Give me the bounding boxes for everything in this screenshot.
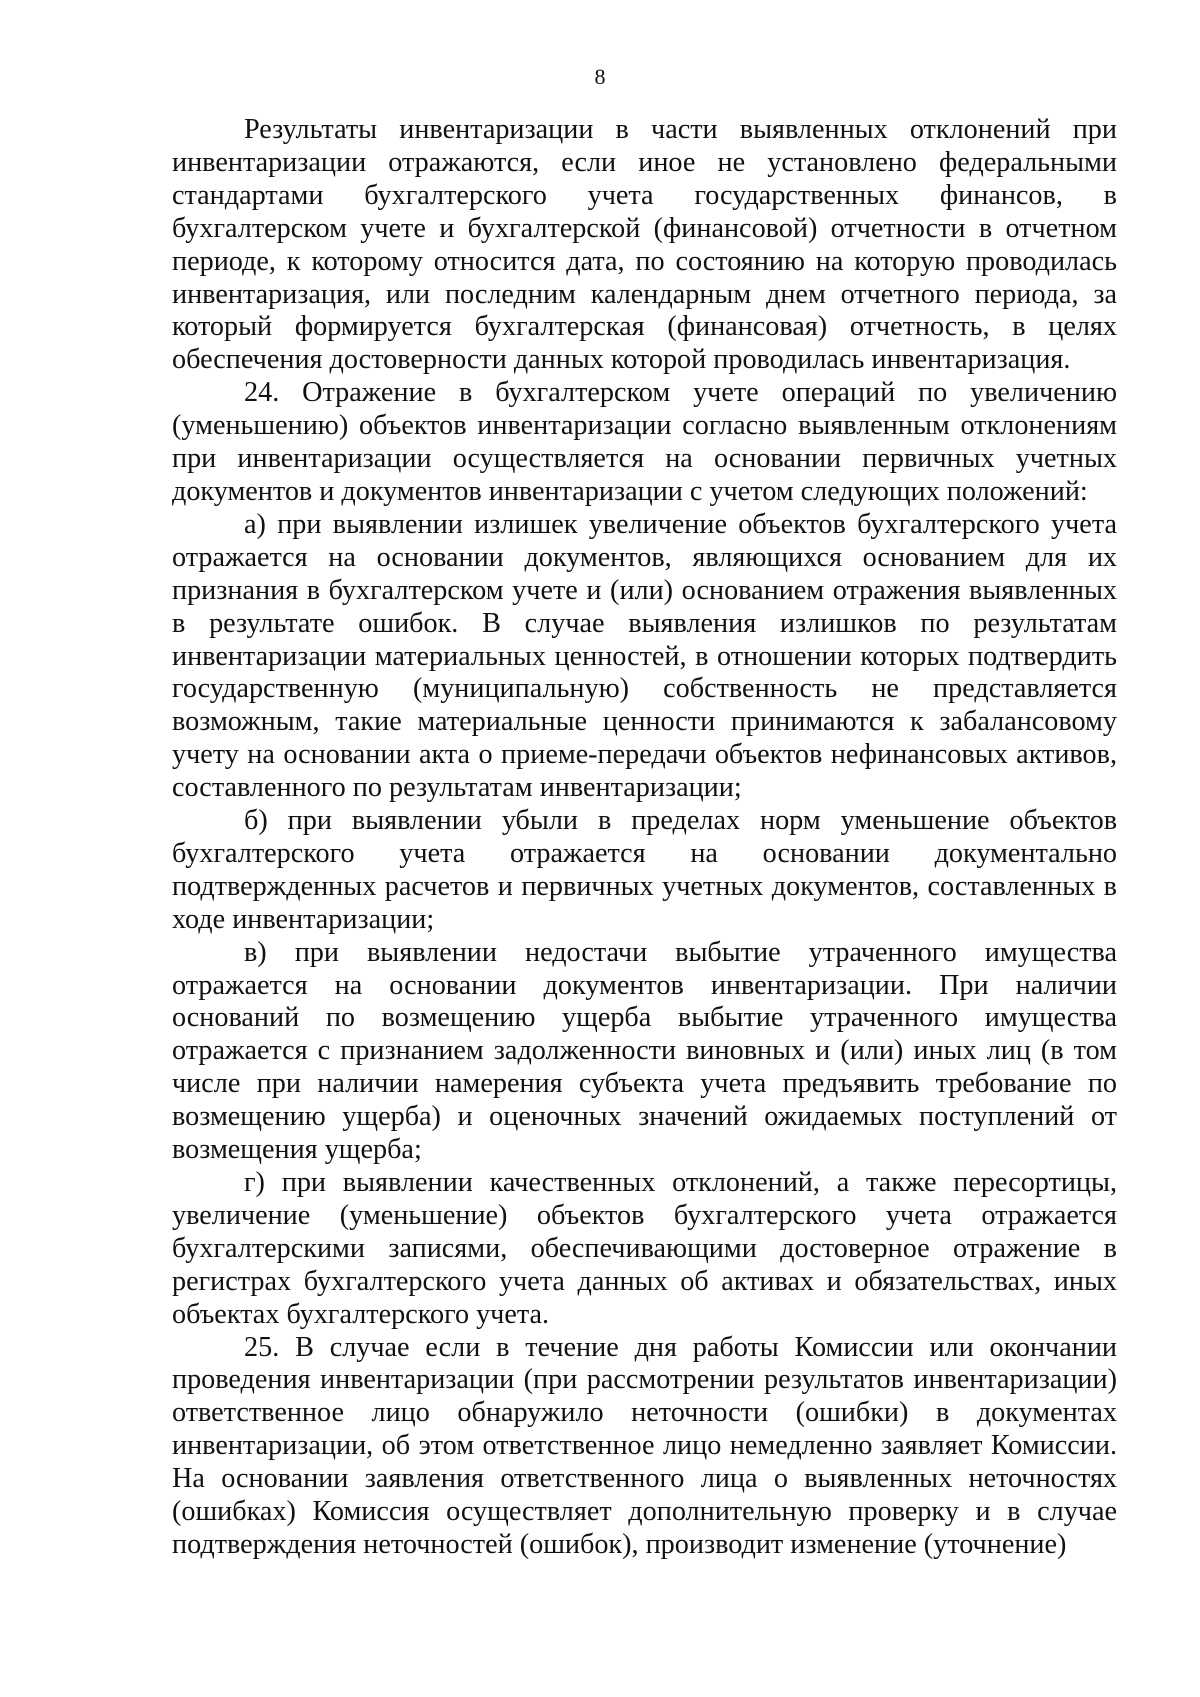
paragraph-24-g: г) при выявлении качественных отклонений, а также пересортицы, увеличение (уменьшение) объектов бухгалтерского учета отражается бухгалтерскими записями, обеспечивающими достоверное отражение в регистрах бухгалтерского учета данных об активах и обязательствах, иных объектах бухгалтерского учета. [172,1167,1117,1330]
paragraph-24-v: в) при выявлении недостачи выбытие утраченного имущества отражается на основании документов инвентаризации. При наличии оснований по возмещению ущерба выбытие утраченного имущества отражается с признанием задолженности виновных и (или) иных лиц (в том числе при наличии намерения субъекта учета предъявить требование по возмещению ущерба) и оценочных значений ожидаемых поступлений от возмещения ущерба; [172,936,1117,1166]
paragraph-inventory-results: Результаты инвентаризации в части выявленных отклонений при инвентаризации отражаются, если иное не установлено федеральными стандартами бухгалтерского учета государственных финансов, в бухгалтерском учете и бухгалтерской (финансовой) отчетности в отчетном периоде, к которому относится дата, по состоянию на которую проводилась инвентаризация, или последним календарным днем отчетного периода, за который формируется бухгалтерская (финансовая) отчетность, в целях обеспечения достоверности данных которой проводилась инвентаризация. [172,114,1117,376]
page-number: 8 [594,64,606,89]
paragraph-24: 24. Отражение в бухгалтерском учете операций по увеличению (уменьшению) объектов инвентаризации согласно выявленным отклонениям при инвентаризации осуществляется на основании первичных учетных документов и документов инвентаризации с учетом следующих положений: [172,377,1117,507]
document-body [172,114,1117,1562]
paragraph-24-a: а) при выявлении излишек увеличение объектов бухгалтерского учета отражается на основании документов, являющихся основанием для их признания в бухгалтерском учете и (или) основанием отражения выявленных в результате ошибок. В случае выявления излишков по результатам инвентаризации материальных ценностей, в отношении которых подтвердить государственную (муниципальную) собственность не представляется возможным, такие материальные ценности принимаются к забалансовому учету на основании акта о приеме-передачи объектов нефинансовых активов, составленного по результатам инвентаризации; [172,508,1117,804]
paragraph-25: 25. В случае если в течение дня работы Комиссии или окончании проведения инвентаризации (при рассмотрении результатов инвентаризации) ответственное лицо обнаружило неточности (ошибки) в документах инвентаризации, об этом ответственное лицо немедленно заявляет Комиссии. На основании заявления ответственного лица о выявленных неточностях (ошибках) Комиссия осуществляет дополнительную проверку и в случае подтверждения неточностей (ошибок), производит изменение (уточнение) [172,1331,1117,1560]
paragraph-24-b: б) при выявлении убыли в пределах норм уменьшение объектов бухгалтерского учета отражается на основании документально подтвержденных расчетов и первичных учетных документов, составленных в ходе инвентаризации; [172,805,1117,935]
